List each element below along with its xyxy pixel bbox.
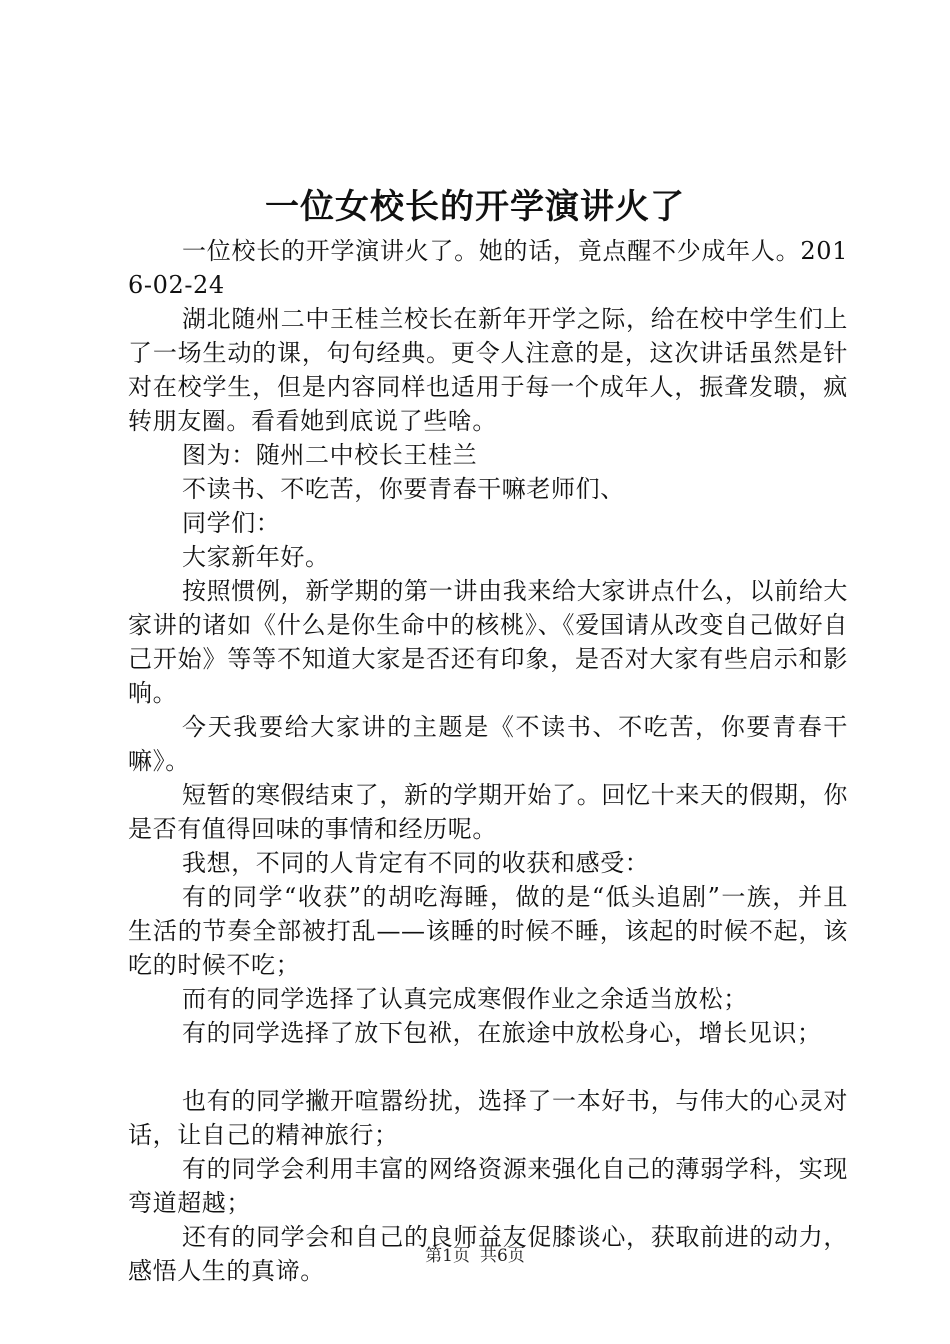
paragraph-drama-students: 有的同学“收获”的胡吃海睡，做的是“低头追剧”一族，并且生活的节奏全部被打乱——该睡的时候不睡，该起的时候不起，该吃的时候不吃；	[128, 883, 848, 979]
paragraph-caption: 图为：随州二中校长王桂兰	[182, 441, 478, 469]
paragraph-thoughts: 我想，不同的人肯定有不同的收获和感受：	[182, 849, 650, 877]
page-total: 共6页	[480, 1246, 525, 1266]
paragraph-mentor-students: 还有的同学会和自己的良师益友促膝谈心，获取前进的动力，感悟人生的真谛。	[128, 1223, 848, 1285]
paragraph-tradition: 按照惯例，新学期的第一讲由我来给大家讲点什么，以前给大家讲的诸如《什么是你生命中的核桃》、《爱国请从改变自己做好自己开始》等等不知道大家是否还有印象，是否对大家有些启示和影响。	[128, 577, 848, 707]
page-footer	[0, 1244, 950, 1268]
paragraph-blank	[128, 1050, 848, 1084]
paragraph-new-year: 大家新年好。	[182, 543, 330, 571]
paragraph-reading-students: 也有的同学撇开喧嚣纷扰，选择了一本好书，与伟大的心灵对话，让自己的精神旅行；	[128, 1087, 848, 1149]
document-body	[128, 234, 848, 1288]
paragraph-travel-students: 有的同学选择了放下包袱，在旅途中放松身心，增长见识；	[182, 1019, 822, 1047]
paragraph-holiday: 短暂的寒假结束了，新的学期开始了。回忆十来天的假期，你是否有值得回味的事情和经历呢。	[128, 781, 848, 843]
document-title: 一位女校长的开学演讲火了	[265, 187, 685, 227]
paragraph-intro: 一位校长的开学演讲火了。她的话，竟点醒不少成年人。2016-02-24	[128, 237, 848, 299]
paragraph-online-students: 有的同学会利用丰富的网络资源来强化自己的薄弱学科，实现弯道超越；	[128, 1155, 848, 1217]
paragraph-background: 湖北随州二中王桂兰校长在新年开学之际，给在校中学生们上了一场生动的课，句句经典。更令人注意的是，这次讲话虽然是针对在校学生，但是内容同样也适用于每一个成年人，振聋发聩，疯转朋友圈。看看她到底说了些啥。	[128, 305, 848, 435]
page-number: 第1页	[425, 1246, 470, 1266]
paragraph-greeting-students: 同学们：	[182, 509, 281, 537]
paragraph-topic: 今天我要给大家讲的主题是《不读书、不吃苦，你要青春干嘛》。	[128, 713, 848, 775]
paragraph-homework-students: 而有的同学选择了认真完成寒假作业之余适当放松；	[182, 985, 748, 1013]
paragraph-speech-title: 不读书、不吃苦，你要青春干嘛老师们、	[182, 475, 625, 503]
